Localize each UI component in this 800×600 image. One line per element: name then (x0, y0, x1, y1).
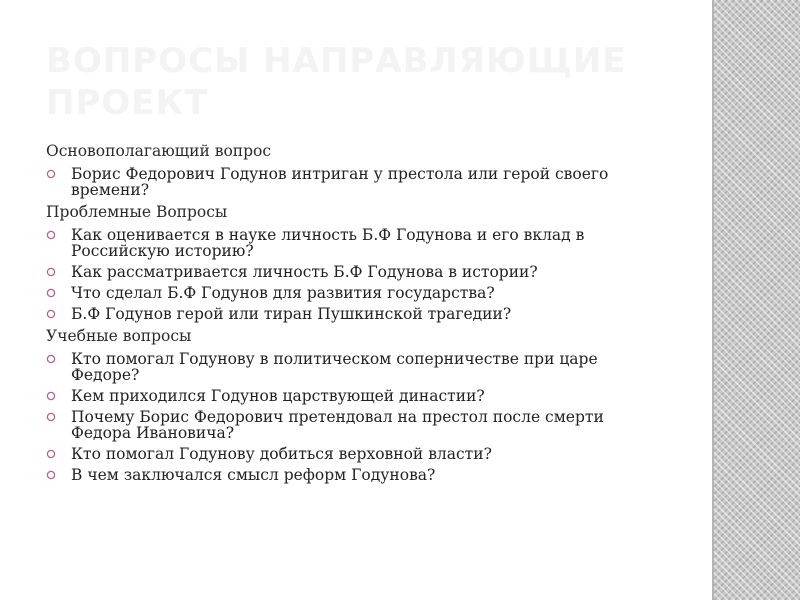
side-band-edge (712, 0, 714, 600)
question-text: Как рассматривается личность Б.Ф Годунова в истории? (71, 263, 538, 281)
question-text: Почему Борис Федорович претендовал на престол после смерти Федора Ивановича? (71, 408, 604, 442)
question-item (46, 227, 666, 259)
slide-title: ВОПРОСЫ НАПРАВЛЯЮЩИЕ ПРОЕКТ (46, 41, 627, 123)
question-item (46, 388, 666, 404)
question-item (46, 264, 666, 280)
circle-bullet-icon (46, 470, 56, 480)
circle-bullet-icon (46, 288, 56, 298)
question-list (46, 227, 666, 322)
question-item (46, 409, 666, 441)
circle-bullet-icon (46, 267, 56, 277)
circle-bullet-icon (46, 412, 56, 422)
question-text: Что сделал Б.Ф Годунов для развития государства? (71, 284, 495, 302)
question-list (46, 351, 666, 483)
section-heading: Основополагающий вопрос (46, 142, 272, 160)
circle-bullet-icon (46, 169, 56, 179)
decorative-side-band (712, 0, 800, 600)
circle-bullet-icon (46, 309, 56, 319)
question-item (46, 446, 666, 462)
question-text: Кто помогал Годунову добиться верховной власти? (71, 445, 492, 463)
question-item (46, 285, 666, 301)
section-heading: Учебные вопросы (46, 327, 192, 345)
question-text: Б.Ф Годунов герой или тиран Пушкинской трагедии? (71, 305, 512, 323)
question-text: Борис Федорович Годунов интриган у престола или герой своего времени? (71, 165, 609, 199)
question-item (46, 351, 666, 383)
question-text: Как оценивается в науке личность Б.Ф Годунова и его вклад в Российскую историю? (71, 226, 585, 260)
circle-bullet-icon (46, 391, 56, 401)
section-heading: Проблемные Вопросы (46, 203, 228, 221)
circle-bullet-icon (46, 354, 56, 364)
question-text: Кем приходился Годунов царствующей династии? (71, 387, 485, 405)
question-text: Кто помогал Годунову в политическом соперничестве при царе Федоре? (71, 350, 598, 384)
question-item (46, 467, 666, 483)
question-text: В чем заключался смысл реформ Годунова? (71, 466, 436, 484)
circle-bullet-icon (46, 449, 56, 459)
question-item (46, 306, 666, 322)
circle-bullet-icon (46, 230, 56, 240)
slide-content (46, 142, 666, 488)
question-list (46, 166, 666, 198)
question-item (46, 166, 666, 198)
